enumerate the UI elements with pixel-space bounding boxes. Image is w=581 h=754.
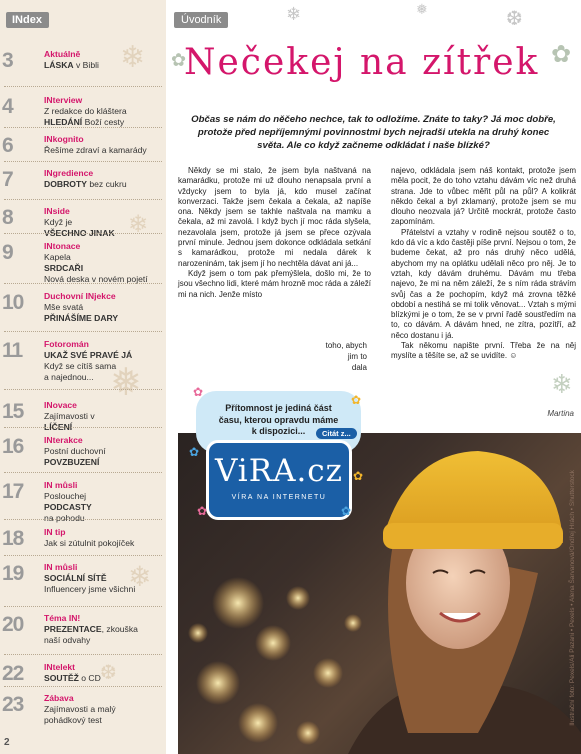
index-tab-suffix: dex <box>23 14 42 26</box>
flower-icon: ✿ <box>188 445 200 459</box>
index-page-number: 4 <box>2 95 13 118</box>
index-line <box>44 624 138 634</box>
index-line <box>44 217 72 227</box>
index-line-text: Boží cesty <box>82 117 125 127</box>
index-line <box>44 313 118 323</box>
flower-icon: ✿ <box>352 469 364 483</box>
index-divider <box>4 127 162 128</box>
index-page-number: 11 <box>2 339 23 362</box>
index-line-bold: LÍČENÍ <box>44 422 73 432</box>
index-page-number: 10 <box>2 291 24 314</box>
lead-line: protože před nepříjemnými povinnostmi bych nejradši utekla na druhý konec <box>197 127 550 138</box>
quote-line: k dispozici... <box>251 426 306 436</box>
snowflake-icon: ❄ <box>286 4 302 25</box>
index-line <box>44 513 85 523</box>
index-page-number: 19 <box>2 562 24 585</box>
index-divider <box>4 427 162 428</box>
index-tab-prefix: IN <box>12 14 23 26</box>
index-category: IN můsli <box>44 480 78 490</box>
index-divider <box>4 161 162 162</box>
index-line-text: na pohodu <box>44 513 85 523</box>
paragraph: Přátelství a vztahy v rodině nejsou soutěž o to, kdo dá víc a kdo častěji píše první. Nejsou o tom, že budeme čekat, až pro nás druhý něco udělá, abychom my na oplátku udělali něco pro něj. Je to vztah, kdy dávám druhému. Dávám mu třeba najevo, že mi na něm záleží, že s ním ráda strávím svůj čas a že pochopím, když má zrovna těžké období a nestihá se mi tolik věnovat... Vztah s mými blízkými je o tom, že se v první řadě soustředím na to, co dávám. A dávám hned, ne zítra, pozítří, až něco dostanu i já. <box>391 227 576 340</box>
index-line-bold: VŠECHNO JINAK <box>44 228 115 238</box>
index-line <box>44 106 127 116</box>
index-line-text: Když se cítíš sama <box>44 361 117 371</box>
index-page-number: 20 <box>2 613 24 636</box>
index-line-text: v Bibli <box>73 60 99 70</box>
index-category: INterview <box>44 95 83 105</box>
index-line-text: Zajímavosti a malý <box>44 704 116 714</box>
index-line-text: naší odvahy <box>44 635 91 645</box>
index-line <box>44 252 71 262</box>
index-page-number: 22 <box>2 662 24 685</box>
paragraph: najevo, odkládala jsem náš kontakt, protože jsem měla pocit, že do toho vztahu dávám víc než druhá strana. Jde to vůbec měřit půl na půl? A kolikrát někdo čekal a byl zklamaný, protože jsem se mu dlouho neozvala já? Určitě mockrát, protože často zapomínám. <box>391 166 576 227</box>
index-line-text: Influencery jsme všichni <box>44 584 136 594</box>
paragraph: Když jsem o tom pak přemýšlela, došlo mi, že to jsou všechno lidi, které mám hrozně moc ráda a záleží mi na nich. Jenže místo <box>178 268 371 299</box>
index-line-bold: HLEDÁNÍ <box>44 117 83 127</box>
quote-line: času, kterou opravdu máme <box>218 414 339 425</box>
index-category: IN můsli <box>44 562 78 572</box>
index-line-text: pohádkový test <box>44 715 102 725</box>
index-line <box>44 715 102 725</box>
flower-icon: ✿ <box>196 504 208 518</box>
index-divider <box>4 86 162 87</box>
index-page-number: 23 <box>2 693 24 716</box>
paragraph-tail: toho, abych <box>325 341 367 350</box>
index-line-text: o CD <box>78 673 101 683</box>
quote-line: Přítomnost je jediná část <box>225 403 332 413</box>
index-line <box>44 635 90 645</box>
index-line <box>44 350 132 360</box>
lead-paragraph <box>166 113 581 152</box>
citat-label: Citát z... <box>316 428 357 439</box>
snowflake-icon: ❄ <box>120 40 146 75</box>
snowflake-icon: ❅ <box>110 360 142 404</box>
index-line <box>44 573 107 583</box>
index-page-number: 7 <box>2 168 13 191</box>
lead-line: Občas se nám do něčeho nechce, tak to odložíme. Znáte to taky? Já moc dobře, <box>191 114 556 125</box>
article-column-1 <box>178 166 371 300</box>
index-page-number: 8 <box>2 206 13 229</box>
index-line-bold: UKAŽ SVÉ PRAVÉ JÁ <box>44 350 133 360</box>
index-line-text: , zkouška <box>101 624 138 634</box>
index-line <box>44 673 101 683</box>
photo-credit: Ilustrační foto: Pexels/Ali Pazani • Pexels • Alena Šarvanová/Ondřej Hrách • Shutterstock <box>569 470 576 726</box>
branch-icon: ✿ <box>171 50 187 71</box>
index-line <box>44 263 83 273</box>
index-line-text: Z redakce do kláštera <box>44 106 127 116</box>
index-line <box>44 446 106 456</box>
index-line-bold: DOBROTY <box>44 179 87 189</box>
index-category: INkognito <box>44 134 84 144</box>
logo-text: ViRA.cz <box>214 453 344 489</box>
index-category: Aktuálně <box>44 49 81 59</box>
index-line-text: Poslouchej <box>44 491 87 501</box>
index-line-text: Jak si zútulnit pokojíček <box>44 538 135 548</box>
index-line-text: bez cukru <box>86 179 127 189</box>
index-category: INgredience <box>44 168 94 178</box>
index-line-bold: LÁSKA <box>44 60 74 70</box>
index-category: INterakce <box>44 435 83 445</box>
index-line <box>44 60 99 70</box>
index-line <box>44 502 92 512</box>
flower-icon: ✿ <box>340 504 352 518</box>
editorial-tab: Úvodník <box>174 12 228 28</box>
index-line-bold: SRDCAŘI <box>44 263 84 273</box>
index-line <box>44 117 124 127</box>
index-line-text: Mše svatá <box>44 302 84 312</box>
index-line-bold: SOCIÁLNÍ SÍTĚ <box>44 573 107 583</box>
index-divider <box>4 606 162 607</box>
index-divider <box>4 233 162 234</box>
index-category: Duchovní INjekce <box>44 291 116 301</box>
index-line-text: Postní duchovní <box>44 446 106 456</box>
flower-icon: ✿ <box>192 385 204 399</box>
index-divider <box>4 686 162 687</box>
index-divider <box>4 199 162 200</box>
flower-icon: ✿ <box>350 393 362 407</box>
index-line-text: Řešíme zdraví a kamarády <box>44 145 147 155</box>
index-sidebar <box>0 0 166 754</box>
index-category: Téma IN! <box>44 613 81 623</box>
index-category: INtelekt <box>44 662 76 672</box>
index-page-number: 17 <box>2 480 24 503</box>
logo-tagline: VÍRA NA INTERNETU <box>231 494 327 501</box>
index-page-number: 3 <box>2 49 13 72</box>
index-divider <box>4 283 162 284</box>
index-line-text: Kapela <box>44 252 71 262</box>
snowflake-icon: ❄ <box>128 210 149 238</box>
index-line <box>44 411 95 421</box>
editorial <box>166 0 581 754</box>
lead-line: světa. Ale co když začneme odkládat i naše blízké? <box>257 140 490 151</box>
index-divider <box>4 555 162 556</box>
article-column-2 <box>391 166 576 362</box>
index-line-bold: SOUTĚŽ <box>44 673 79 683</box>
index-line <box>44 538 134 548</box>
index-page-number: 6 <box>2 134 13 157</box>
paragraph: Tak někomu napište první. Třeba že na něj myslíte a těšíte se, až se uvidíte. ☺ <box>391 341 576 361</box>
index-divider <box>4 519 162 520</box>
paragraph: Někdy se mi stalo, že jsem byla naštvaná na kamarádku, protože mi už dlouho nenapsala první a vždycky jsem to byla já, kdo musel začínat konverzaci. Takže jsem čekala a čekala, až napíše ona. Někdy jsem se takhle naštvala na mamku a čekala, až mi zavolá. I když bych jí moc ráda slyšela, nezavolala jsem, protože já jsem se přece ozývala první minule. Jednou jsem dokonce odkládala setkání s kamarádkou, protože mi nedala dárek k narozeninám, tak jsem jí ho nechtěla dávat ani já... <box>178 166 371 268</box>
paragraph-tail: jim to <box>347 352 367 361</box>
snowflake-icon: ❄ <box>128 560 152 593</box>
index-category: Fotoromán <box>44 339 89 349</box>
index-divider <box>4 654 162 655</box>
index-category: IN tip <box>44 527 66 537</box>
index-tab <box>6 12 49 28</box>
index-divider <box>4 389 162 390</box>
vira-logo[interactable] <box>206 440 352 520</box>
index-line <box>44 372 94 382</box>
snowflake-icon: ❅ <box>416 2 428 18</box>
index-category: Zábava <box>44 693 74 703</box>
index-page-number: 15 <box>2 400 24 423</box>
index-page-number: 16 <box>2 435 24 458</box>
page-number: 2 <box>4 737 10 748</box>
index-line <box>44 145 147 155</box>
index-line <box>44 361 116 371</box>
signature: Martina <box>547 409 574 418</box>
index-page-number: 18 <box>2 527 24 550</box>
index-line <box>44 491 86 501</box>
snowflake-icon: ❆ <box>506 6 523 30</box>
index-line-bold: POVZBUZENÍ <box>44 457 100 467</box>
index-line-text: a najednou... <box>44 372 94 382</box>
index-line-bold: PŘINÁŠÍME DARY <box>44 313 119 323</box>
page-title: Nečekej na zítřek <box>184 42 540 83</box>
index-divider <box>4 331 162 332</box>
branch-icon: ✿ <box>551 40 572 68</box>
index-line-bold: PODCASTY <box>44 502 92 512</box>
paragraph-tail: dala <box>351 363 367 372</box>
index-line <box>44 302 83 312</box>
snowflake-icon: ❆ <box>100 660 117 684</box>
index-page-number: 9 <box>2 241 13 264</box>
index-divider <box>4 472 162 473</box>
index-category: INtonace <box>44 241 81 251</box>
index-line-bold: PREZENTACE <box>44 624 102 634</box>
index-line-text: Zajímavosti v <box>44 411 95 421</box>
index-category: INside <box>44 206 70 216</box>
index-line <box>44 704 116 714</box>
index-category: INovace <box>44 400 77 410</box>
index-line-text: Nová deska v novém pojetí <box>44 274 148 284</box>
index-line <box>44 457 99 467</box>
snowflake-icon: ❄ <box>551 370 573 400</box>
index-line <box>44 179 127 189</box>
index-line-text: Když je <box>44 217 73 227</box>
index-line <box>44 584 135 594</box>
